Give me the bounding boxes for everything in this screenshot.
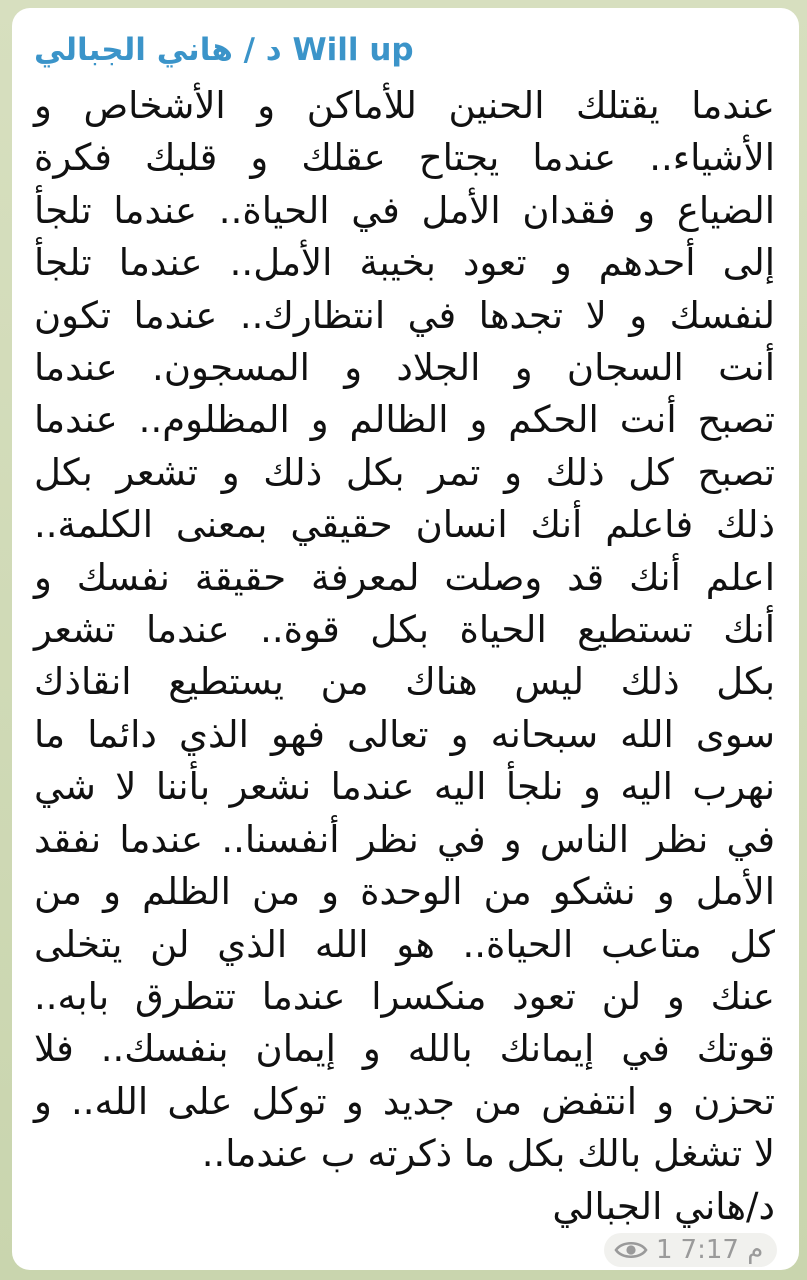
message-line: الضياع و فقدان الأمل في الحياة.. عندما تلجأ xyxy=(34,188,775,232)
message-text xyxy=(34,80,775,1233)
message-line: لا تشغل بالك بكل ما ذكرته ب عندما.. xyxy=(201,1132,775,1176)
view-count: 1 xyxy=(656,1235,673,1265)
message-line: لنفسك و لا تجدها في انتظارك.. عندما تكون xyxy=(34,293,775,337)
message-line: أنك تستطيع الحياة بكل قوة.. عندما تشعر xyxy=(34,608,775,652)
message-line: تصبح كل ذلك و تمر بكل ذلك و تشعر بكل xyxy=(34,450,775,494)
message-line: تحزن و انتفض من جديد و توكل على الله.. و xyxy=(34,1079,775,1123)
message-meta xyxy=(604,1233,777,1267)
message-bubble[interactable] xyxy=(12,8,799,1270)
message-line: سوى الله سبحانه و تعالى فهو الذي دائما ما xyxy=(34,712,775,756)
message-time: 7:17 م xyxy=(680,1235,764,1265)
message-line: عنك و لن تعود منكسرا عندما تتطرق بابه.. xyxy=(34,974,775,1018)
message-signature: د/هاني الجبالي xyxy=(552,1184,775,1228)
message-line: قوتك في إيمانك بالله و إيمان بنفسك.. فلا xyxy=(34,1027,775,1071)
message-line: الأمل و نشكو من الوحدة و من الظلم و من xyxy=(34,870,775,914)
message-line: إلى أحدهم و تعود بخيبة الأمل.. عندما تلجأ xyxy=(34,241,775,285)
message-line: الأشياء.. عندما يجتاح عقلك و قلبك فكرة xyxy=(34,136,775,180)
message-line: بكل ذلك ليس هناك من يستطيع انقاذك xyxy=(34,660,775,704)
message-line: نهرب اليه و نلجأ اليه عندما نشعر بأننا لا شي xyxy=(34,765,775,809)
message-line: ذلك فاعلم أنك انسان حقيقي بمعنى الكلمة.. xyxy=(34,503,775,547)
message-line: تصبح أنت الحكم و الظالم و المظلوم.. عندما xyxy=(34,398,775,442)
sender-name[interactable]: د / هاني الجبالي Will up xyxy=(34,32,414,68)
message-line: اعلم أنك قد وصلت لمعرفة حقيقة نفسك و xyxy=(34,555,775,599)
message-line: عندما يقتلك الحنين للأماكن و الأشخاص و xyxy=(34,84,775,127)
message-line: في نظر الناس و في نظر أنفسنا.. عندما نفقد xyxy=(34,817,775,861)
message-line: أنت السجان و الجلاد و المسجون. عندما xyxy=(34,346,775,390)
eye-icon xyxy=(614,1239,648,1261)
message-line: كل متاعب الحياة.. هو الله الذي لن يتخلى xyxy=(34,922,775,966)
